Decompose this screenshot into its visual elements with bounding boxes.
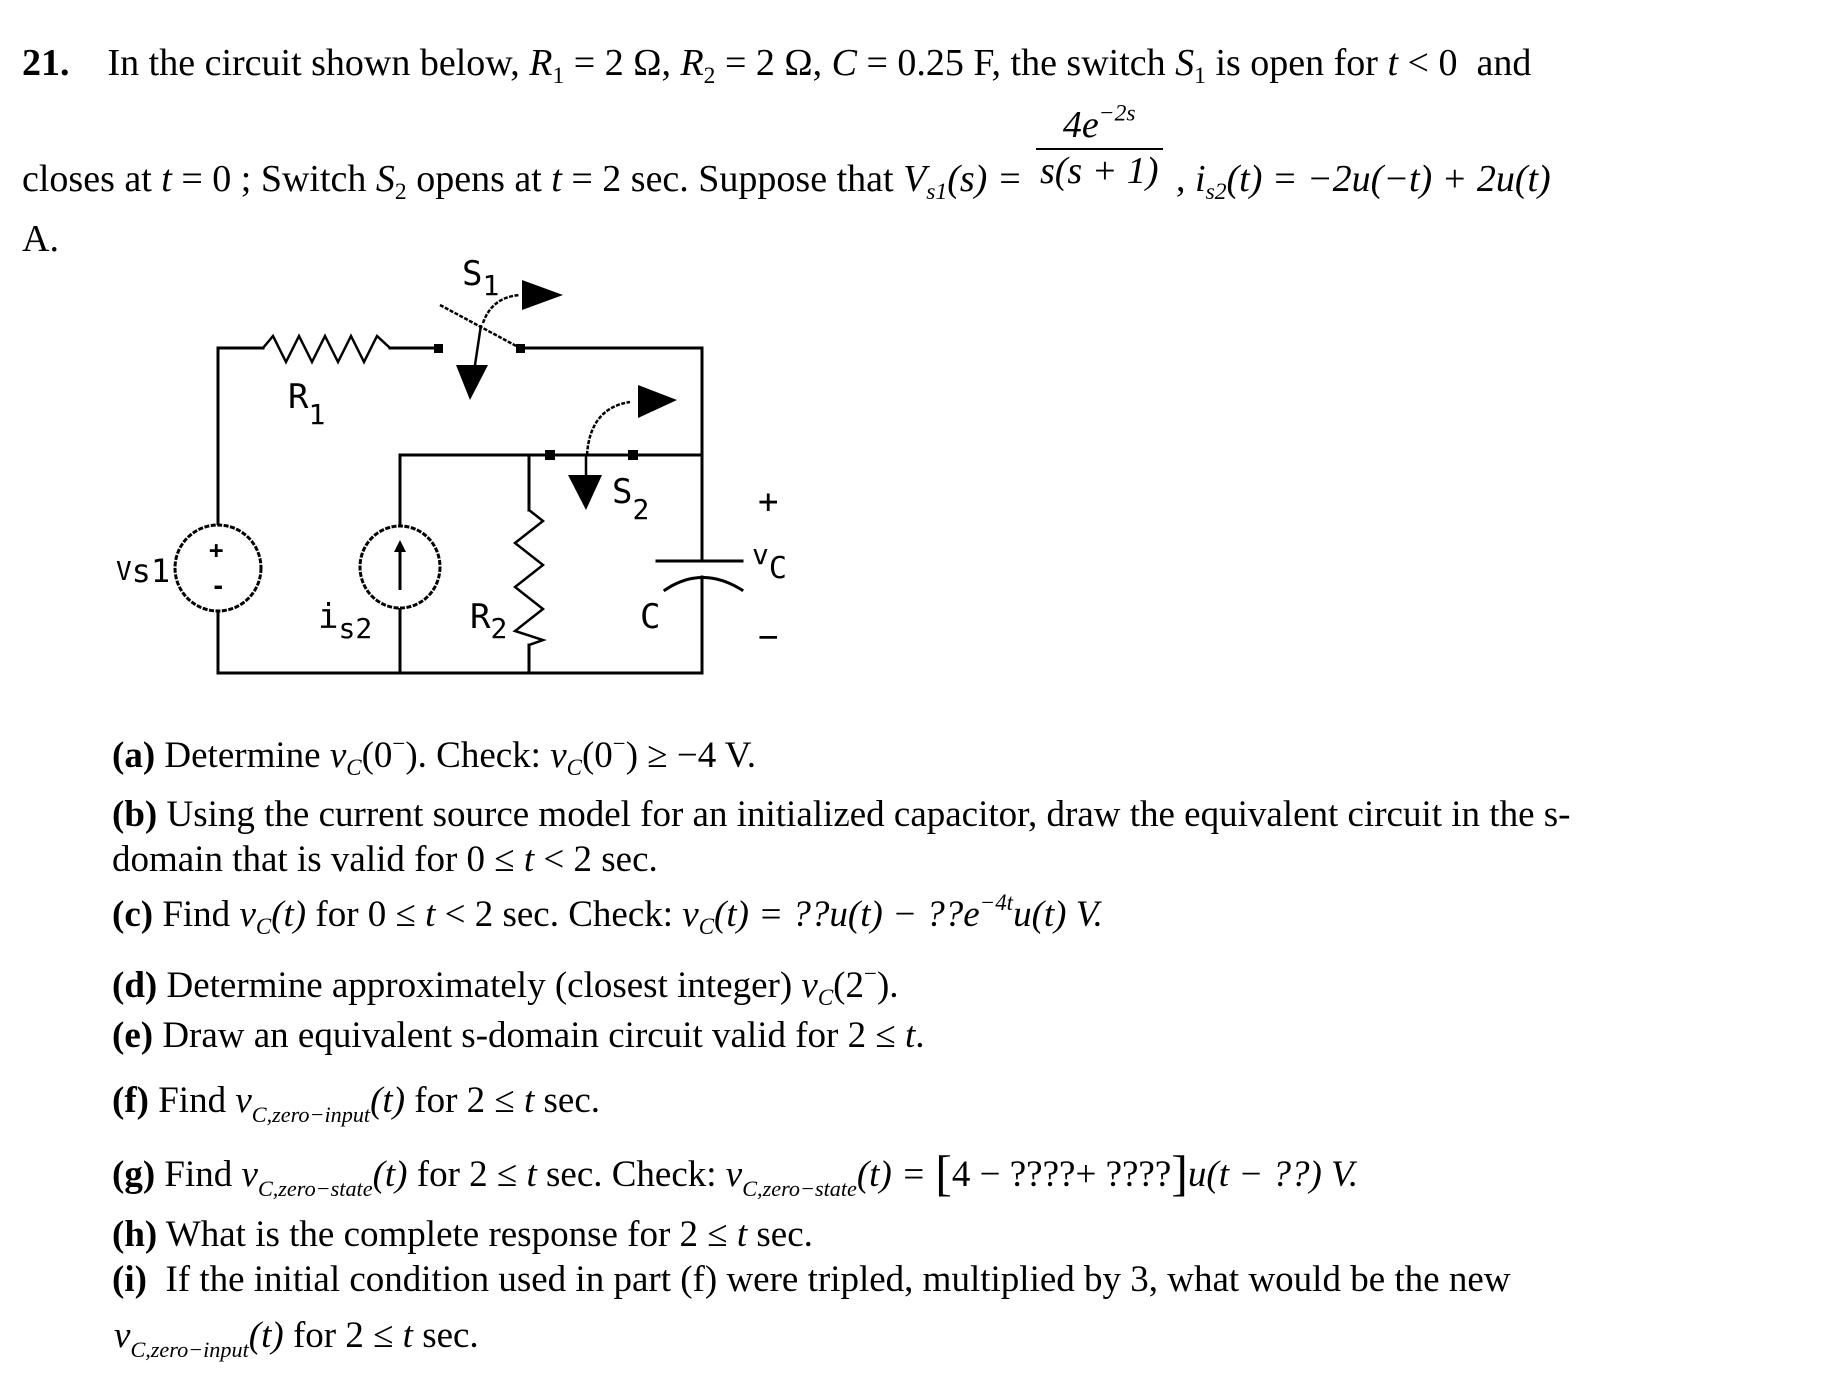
question-i: (i) If the initial condition used in part (f) were tripled, multiplied by 3, what would be the new [112,1259,1511,1300]
resistor-r1 [263,336,390,362]
vs1-fraction: $\frac{4e^{-2s}}{s(s + 1)}$ [1036,104,1163,193]
question-b-line2: domain that is valid for 0 ≤ t < 2 sec. [112,839,658,880]
vs1-plus-sign: + [209,536,224,564]
vs1-minus-sign: - [211,572,226,600]
question-c: (c) Find $v_C(t)$ for 0 ≤ t < 2 sec. Check: $v_C(t)$ = ??u(t) − $??e^{-4t}u(t)$ V. [112,889,1103,940]
question-i-line2: $v_{C,zero-input}(t)$ for 2 ≤ t sec. [114,1315,479,1362]
label-s1: $S_1$ [462,254,500,302]
label-r2: $R_2$ [470,597,508,645]
problem-line-3: A. [22,218,59,260]
question-f: (f) Find $v_{C,zero-input}(t)$ for 2 ≤ t sec. [112,1080,601,1127]
question-g: (g) Find $v_{C,zero-state}(t)$ for 2 ≤ t sec. Check: $v_{C,zero-state}(t) = [4$ − ????+ ????]u(t − ??) V. [112,1144,1359,1201]
switch-s2 [545,385,677,526]
problem-line-2: closes at t = 0 ; Switch $S_2$ opens at t = 2 sec. Suppose that $V_{s1}(s)$ = $\frac{4e^{-2s}}{s(s + 1)}$ , $i_{s2}(t) = -2u(-t) + 2u(t)$ [22,100,1551,206]
question-e: (e) Draw an equivalent s-domain circuit valid for 2 ≤ t. [112,1015,925,1056]
label-capacitor: C [640,597,661,637]
label-r1: $R_1$ [288,377,326,431]
question-b: (b) Using the current source model for an initialized capacitor, draw the equivalent circuit in the s- [112,794,1571,835]
current-source-is2 [360,526,440,608]
question-d: (d) Determine approximately (closest integer) $v_C(2^-)$. [112,960,899,1011]
problem-line-1: 21. In the circuit shown below, $R_1 = 2$ Ω, $R_2 = 2$ Ω, C = 0.25 F, the switch $S_1$ is open for t < 0 and [22,42,1532,90]
resistor-r2 [515,510,543,645]
question-h: (h) What is the complete response for 2 ≤ t sec. [112,1214,813,1255]
label-is2: $i_{s2}$ [318,597,373,645]
problem-number: 21. [22,42,70,84]
question-a: (a) Determine $v_C(0^-)$. Check: $v_C(0^-) \ge -4$ V. [112,730,756,781]
label-vc-plus: + [758,482,779,522]
label-vs1: Vs1 [116,552,171,590]
label-vc-minus: − [758,617,779,657]
label-vc: vC [752,538,787,586]
label-s2: $S_2$ [612,472,650,526]
